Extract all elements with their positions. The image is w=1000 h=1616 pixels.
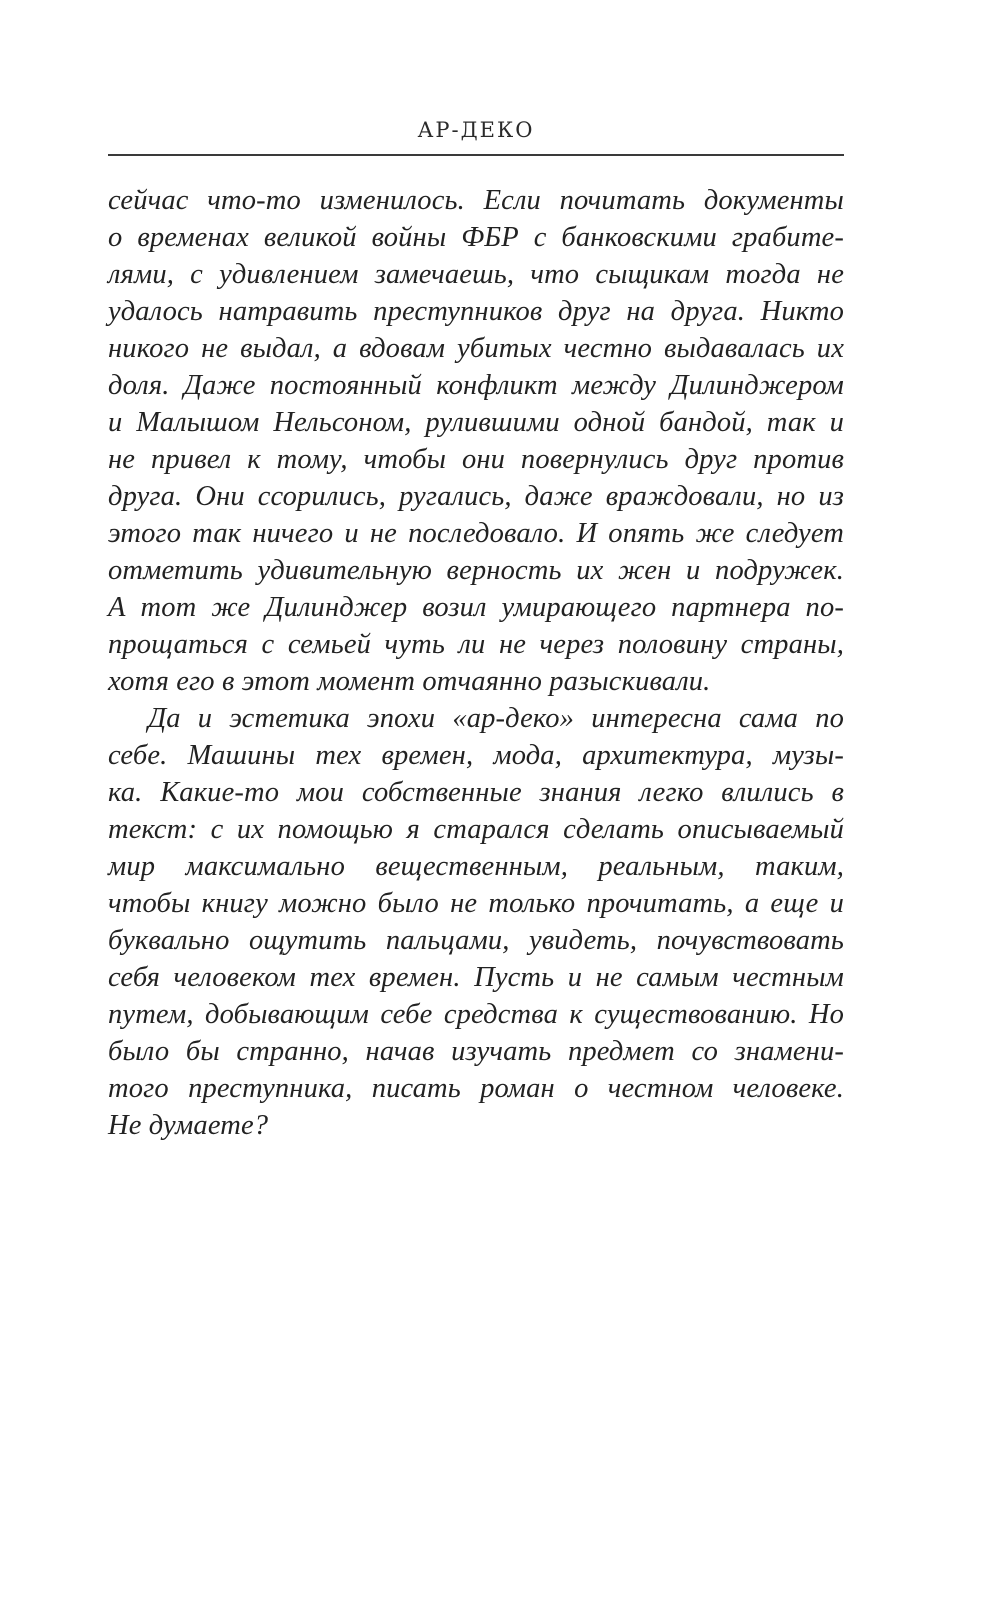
text-line: о временах великой войны ФБР с банковскими грабите- bbox=[108, 222, 844, 253]
text-line: мир максимально вещественным, реальным, таким, bbox=[108, 851, 844, 882]
text-line: ка. Какие-то мои собственные знания легко влились в bbox=[108, 777, 844, 808]
text-line: чтобы книгу можно было не только прочитать, а еще и bbox=[108, 888, 844, 919]
text-line: сейчас что-то изменилось. Если почитать документы bbox=[108, 185, 844, 216]
text-line: было бы странно, начав изучать предмет со знамени- bbox=[108, 1036, 844, 1067]
page-body bbox=[108, 182, 844, 1144]
text-line: буквально ощутить пальцами, увидеть, почувствовать bbox=[108, 925, 844, 956]
text-line: этого так ничего и не последовало. И опять же следует bbox=[108, 518, 844, 549]
text-line: прощаться с семьей чуть ли не через половину страны, bbox=[108, 629, 844, 660]
paragraph-last-line: Не думаете? bbox=[108, 1110, 269, 1141]
text-line: никого не выдал, а вдовам убитых честно выдавалась их bbox=[108, 333, 844, 364]
text-line: удалось натравить преступников друг на друга. Никто bbox=[108, 296, 844, 327]
text-line: себя человеком тех времен. Пусть и не самым честным bbox=[108, 962, 844, 993]
running-header-title: АР-ДЕКО bbox=[417, 118, 535, 142]
text-line: доля. Даже постоянный конфликт между Дилинджером bbox=[108, 370, 844, 401]
text-line: лями, с удивлением замечаешь, что сыщикам тогда не bbox=[108, 259, 844, 290]
text-line: того преступника, писать роман о честном человеке. bbox=[108, 1073, 844, 1104]
text-line: отметить удивительную верность их жен и подружек. bbox=[108, 555, 844, 586]
text-line: себе. Машины тех времен, мода, архитектура, музы- bbox=[108, 740, 844, 771]
text-line: путем, добывающим себе средства к существованию. Но bbox=[108, 999, 844, 1030]
text-line: друга. Они ссорились, ругались, даже враждовали, но из bbox=[108, 481, 844, 512]
text-line: не привел к тому, чтобы они повернулись друг против bbox=[108, 444, 844, 475]
text-line: и Малышом Нельсоном, рулившими одной бандой, так и bbox=[108, 407, 844, 438]
text-line: А тот же Дилинджер возил умирающего партнера по- bbox=[108, 592, 844, 623]
text-line: текст: с их помощью я старался сделать описываемый bbox=[108, 814, 844, 845]
paragraph-first-line: Да и эстетика эпохи «ар-деко» интересна сама по bbox=[148, 703, 844, 734]
paragraph-last-line: хотя его в этот момент отчаянно разыскивали. bbox=[108, 666, 711, 697]
header-rule bbox=[108, 154, 844, 156]
